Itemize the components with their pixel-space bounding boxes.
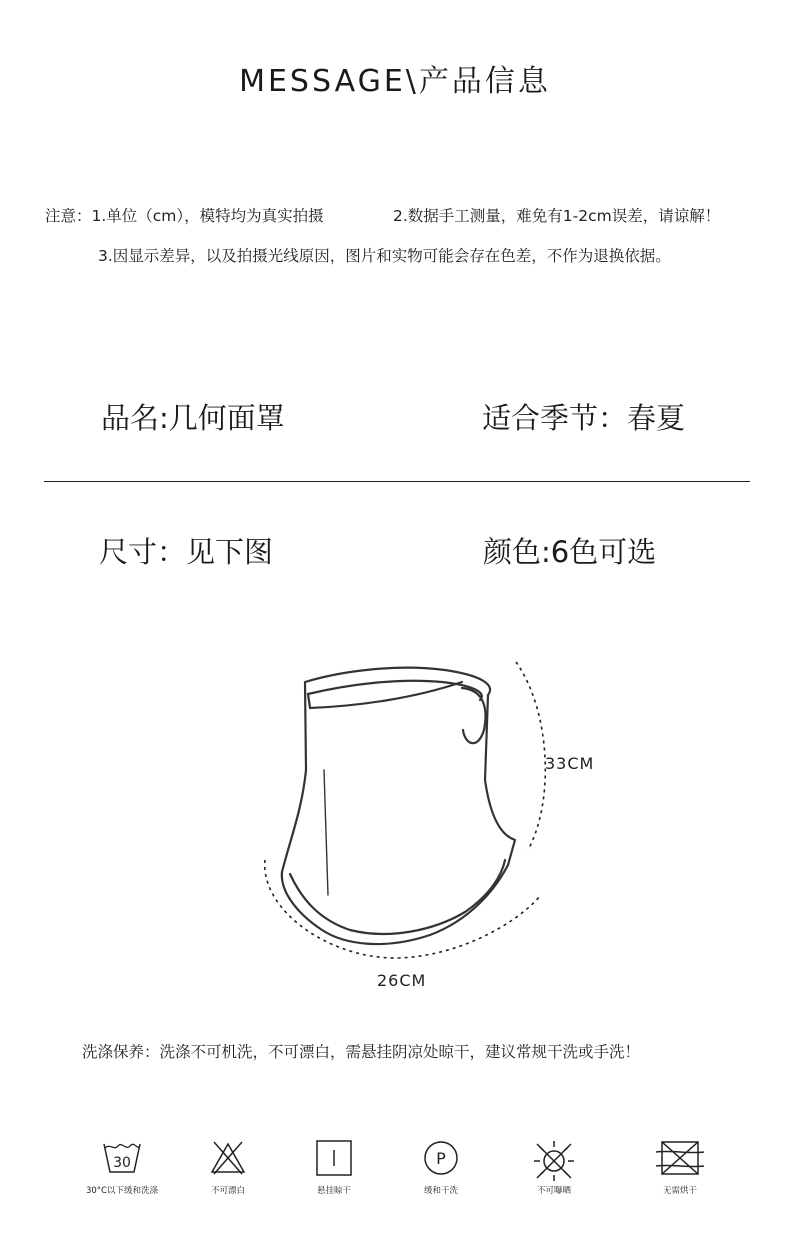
wash-label: 悬挂晾干 (316, 1186, 351, 1196)
wash-item (625, 1138, 735, 1196)
line-dry-icon (314, 1138, 354, 1178)
dry-clean-p-icon (421, 1138, 461, 1178)
note-line-2: 3.因显示差异，以及拍摄光线原因，图片和实物可能会存在色差，不作为退换依据。 (98, 247, 671, 265)
wash-item (499, 1138, 609, 1196)
wash-item (386, 1138, 496, 1196)
wash-label: 不可漂白 (210, 1186, 245, 1196)
divider (44, 481, 750, 482)
wash-label: 缓和干洗 (423, 1186, 458, 1196)
care-instructions: 洗涤保养：洗涤不可机洗，不可漂白，需悬挂阴凉处晾干，建议常规干洗或手洗！ (82, 1043, 641, 1061)
product-colors: 颜色:6色可选 (483, 535, 657, 569)
no-tumble-dry-icon (652, 1138, 708, 1178)
width-label: 26CM (377, 971, 427, 990)
wash-temp-number: 30 (113, 1155, 131, 1171)
face-mask-diagram (250, 650, 570, 970)
note-line-1b: 2.数据手工测量，难免有1-2cm误差，请谅解！ (393, 207, 721, 225)
wash-item (173, 1138, 283, 1196)
wash-label: 无需烘干 (662, 1186, 697, 1196)
no-sun-dry-icon (531, 1138, 577, 1184)
height-label: 33CM (545, 754, 595, 773)
note-line-1a: 注意：1.单位（cm），模特均为真实拍摄 (45, 207, 324, 225)
wash-item (67, 1138, 177, 1196)
wash-label: 不可曝晒 (536, 1186, 571, 1196)
wash-label: 30°C以下缓和洗涤 (85, 1186, 158, 1196)
page-title: MESSAGE\产品信息 (239, 64, 551, 99)
product-size: 尺寸：见下图 (99, 535, 274, 569)
wash-item (279, 1138, 389, 1196)
no-bleach-icon (208, 1138, 248, 1178)
product-name: 品名:几何面罩 (101, 401, 285, 435)
wash-30-icon (100, 1138, 144, 1178)
dry-clean-letter: P (436, 1149, 446, 1168)
product-season: 适合季节：春夏 (482, 401, 686, 435)
